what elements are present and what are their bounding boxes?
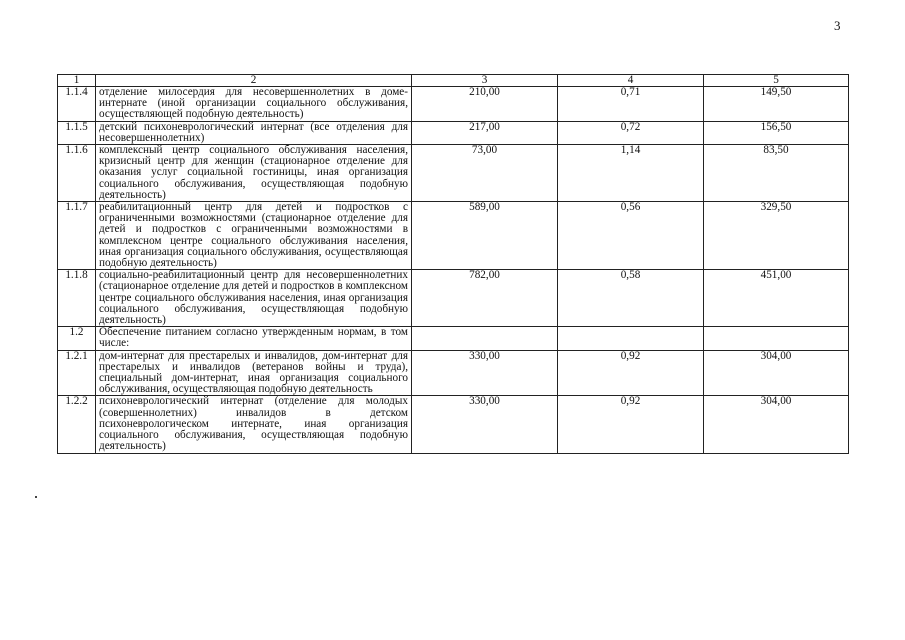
row-name: комплексный центр социального обслуживания населения, кризисный центр для женщин (стационарное отделение для оказания услуг социальной гостиницы, иная организация социального обслуживания, осуществляющая подобную деятельность) xyxy=(96,145,412,202)
table-row xyxy=(58,121,849,144)
row-value-3: 210,00 xyxy=(412,87,558,122)
tariff-table xyxy=(57,74,849,454)
row-value-3: 73,00 xyxy=(412,145,558,202)
row-value-3: 330,00 xyxy=(412,350,558,396)
page-number: 3 xyxy=(834,18,841,33)
table-header-row xyxy=(58,75,849,87)
table-row xyxy=(58,145,849,202)
row-value-3: 330,00 xyxy=(412,396,558,453)
row-value-3: 217,00 xyxy=(412,121,558,144)
table-row xyxy=(58,87,849,122)
table-row xyxy=(58,327,849,350)
row-value-5: 304,00 xyxy=(704,350,849,396)
row-number: 1.2 xyxy=(58,327,96,350)
row-number: 1.1.5 xyxy=(58,121,96,144)
table-row xyxy=(58,202,849,270)
row-number: 1.1.8 xyxy=(58,270,96,327)
header-col-1: 1 xyxy=(58,75,96,87)
row-value-4: 0,71 xyxy=(558,87,704,122)
row-value-3: 782,00 xyxy=(412,270,558,327)
row-value-5: 149,50 xyxy=(704,87,849,122)
row-name: дом-интернат для престарелых и инвалидов, дом-интернат для престарелых и инвалидов (ветеранов войны и труда), специальный дом-интернат, иная организация социального обслуживания, осуществляющая подобную деятельность xyxy=(96,350,412,396)
row-value-3 xyxy=(412,327,558,350)
row-value-5: 156,50 xyxy=(704,121,849,144)
table-row xyxy=(58,270,849,327)
scan-speck xyxy=(35,496,37,498)
header-col-3: 3 xyxy=(412,75,558,87)
row-number: 1.1.4 xyxy=(58,87,96,122)
row-name: психоневрологический интернат (отделение для молодых (совершеннолетних) инвалидов в детском психоневрологическом интернате, иная организация социального обслуживания, осуществляющая подобную деятельность) xyxy=(96,396,412,453)
table-row xyxy=(58,396,849,453)
row-number: 1.1.7 xyxy=(58,202,96,270)
row-value-4: 0,72 xyxy=(558,121,704,144)
row-value-5: 451,00 xyxy=(704,270,849,327)
row-name: социально-реабилитационный центр для несовершеннолетних (стационарное отделение для детей и подростков в комплексном центре социального обслуживания населения, иная организация социального обслуживания, осуществляющая подобную деятельность) xyxy=(96,270,412,327)
row-name: отделение милосердия для несовершеннолетних в доме-интернате (иной организации социального обслуживания, осуществляющей подобную деятельность) xyxy=(96,87,412,122)
row-name: реабилитационный центр для детей и подростков с ограниченными возможностями (стационарное отделение для детей и подростков с ограниченными возможностями в комплексном центре социального обслуживания населения, иная организация социального обслуживания, осуществляющая подобную деятельность) xyxy=(96,202,412,270)
row-number: 1.2.2 xyxy=(58,396,96,453)
table-row xyxy=(58,350,849,396)
row-value-5 xyxy=(704,327,849,350)
row-value-5: 304,00 xyxy=(704,396,849,453)
row-value-4: 0,56 xyxy=(558,202,704,270)
header-col-5: 5 xyxy=(704,75,849,87)
header-col-2: 2 xyxy=(96,75,412,87)
row-value-4: 0,92 xyxy=(558,396,704,453)
row-name: детский психоневрологический интернат (все отделения для несовершеннолетних) xyxy=(96,121,412,144)
row-number: 1.2.1 xyxy=(58,350,96,396)
row-value-3: 589,00 xyxy=(412,202,558,270)
row-value-4: 1,14 xyxy=(558,145,704,202)
row-value-5: 83,50 xyxy=(704,145,849,202)
header-col-4: 4 xyxy=(558,75,704,87)
row-value-5: 329,50 xyxy=(704,202,849,270)
row-number: 1.1.6 xyxy=(58,145,96,202)
row-value-4 xyxy=(558,327,704,350)
row-value-4: 0,58 xyxy=(558,270,704,327)
row-name: Обеспечение питанием согласно утвержденным нормам, в том числе: xyxy=(96,327,412,350)
row-value-4: 0,92 xyxy=(558,350,704,396)
